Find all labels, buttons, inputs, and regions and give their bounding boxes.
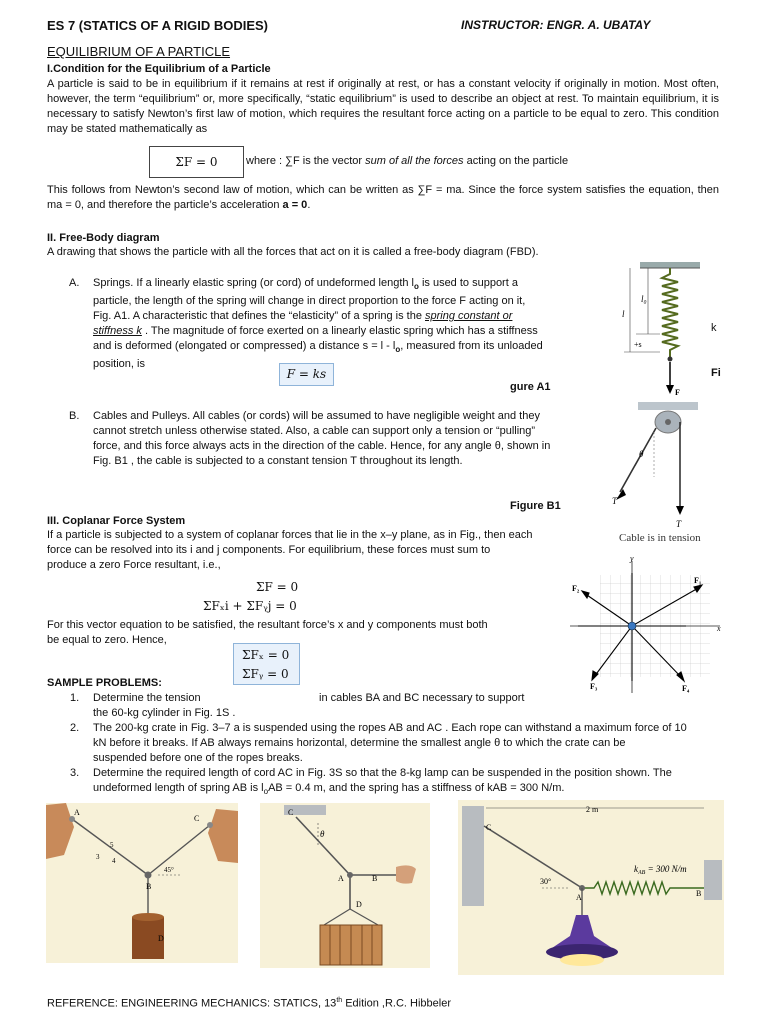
sample-heading: SAMPLE PROBLEMS:: [47, 677, 162, 689]
figure-b1-caption: Figure B1: [510, 500, 561, 512]
section3-text: If a particle is subjected to a system of coplanar forces that lie in the x–y plane, as in Fig., then each force can be resolved into its i and j components. For equilibrium, these forces must sum to produce a zero Force resultant, i.e.,: [47, 529, 533, 571]
p3-dist-label: 2 m: [586, 805, 599, 814]
section1-heading: I.Condition for the Equilibrium of a Particle: [47, 63, 271, 75]
fbd-F3-label: F₃: [590, 682, 598, 691]
problem2-num: 2.: [70, 722, 80, 734]
section2-paragraph: A drawing that shows the particle with all the forces that act on it is called a free-body diagram (FBD).: [47, 246, 539, 258]
problem1-a: Determine the tension: [93, 692, 201, 704]
equilibrium-equation: ΣF = 0: [149, 146, 244, 178]
page-title: EQUILIBRIUM OF A PARTICLE: [47, 44, 231, 59]
figure-a1-fi: Fi: [711, 367, 721, 379]
section3-text2: For this vector equation to be satisfied, the resultant force’s x and y components must both be equal to zero. Hence,: [47, 619, 488, 646]
p1-A-label: A: [74, 808, 80, 817]
problem3-text: Determine the required length of cord AC in Fig. 3S so that the 8-kg lamp can be suspended in the position shown. The undeformed length of spring AB is $l_oAB = 0.4$ m, and the spring has a stiffness of kAB = 300 N/m.: [93, 767, 672, 797]
problem1-c: the 60-kg cylinder in Fig. 1S .: [93, 707, 236, 719]
spring-l-label: l: [622, 309, 625, 319]
problem1-figure: [46, 803, 238, 963]
section1-paragraph: A particle is said to be in equilibrium if it remains at rest if originally at rest, or has a constant velocity if originally in motion. Most often, however, the term “equilibrium” or, more specifically, “static equilibrium” is used to describe an object at rest. To maintain equilibrium, it is necessary to satisfy Newton’s first law of motion, which requires the resultant force acting on a particle to be equal to zero. This condition may be stated mathematically as: [47, 78, 719, 135]
problem3-num: 3.: [70, 767, 80, 779]
k-label: k: [711, 322, 717, 334]
spring-equation: F = ks: [279, 363, 334, 386]
p1-angle-label: 45°: [164, 866, 174, 874]
figure-b1-cable: [592, 402, 728, 544]
p3-angle-label: 30°: [540, 877, 552, 886]
p2-D-label: D: [356, 900, 362, 909]
section3-heading: III. Coplanar Force System: [47, 515, 186, 527]
pulley-theta-label: θ: [639, 449, 644, 459]
p1-D-label: D: [158, 934, 164, 943]
problem2-figure: [260, 803, 430, 968]
p2-C-label: C: [288, 808, 294, 817]
pulley-T1-label: T: [612, 496, 618, 506]
p2-B-label: B: [372, 874, 378, 883]
p2-theta-label: θ: [320, 829, 325, 839]
p1-5-label: 5: [110, 841, 114, 849]
spring-F-label: F: [675, 388, 680, 397]
figure-a1-caption: gure A1: [510, 381, 551, 393]
itemB-text: Cables and Pulleys. All cables (or cords) will be assumed to have negligible weight and they cannot stretch unless otherwise stated. Also, a cable can support only a tension or “pulling” force, and this force always acts in the direction of the cable. Hence, for any angle θ, shown in Fig. B1 , the cable is subjected to a constant tension T throughout its length.: [93, 410, 551, 467]
p3-k-label: $k_{AB} = 300$ N/m: [634, 864, 687, 876]
p1-3-label: 3: [96, 853, 100, 861]
figure-a1-spring: [600, 262, 710, 400]
problem1-b: in cables BA and BC necessary to support: [319, 692, 525, 704]
fbd-F1-label: F₁: [694, 576, 702, 585]
problem3-figure: [458, 800, 724, 975]
where-text: where : ∑F is the vector sum of all the forces acting on the particle: [246, 155, 569, 167]
reference-footer: REFERENCE: ENGINEERING MECHANICS: STATICS, 13th Edition ,R.C. Hibbeler: [47, 997, 451, 1010]
p1-B-label: B: [146, 882, 152, 891]
section2-heading: II. Free-Body diagram: [47, 232, 160, 244]
coplanar-force-diagram: [560, 553, 728, 695]
instructor: INSTRUCTOR: ENGR. A. UBATAY: [461, 18, 651, 32]
spring-s-label: +s: [634, 340, 642, 349]
pulley-T2-label: T: [676, 519, 682, 529]
vector-equation-2: ΣFₓi + ΣFᵧj = 0: [203, 599, 297, 613]
p1-4-label: 4: [112, 857, 116, 865]
fbd-y-label: y: [630, 554, 634, 563]
p3-C-label: C: [486, 823, 492, 832]
fbd-F2-label: F₂: [572, 584, 580, 593]
spring-lo-label: l₀: [641, 294, 647, 304]
component-equations: ΣFₓ = 0 ΣFᵧ = 0: [233, 643, 300, 685]
p3-B-label: B: [696, 889, 702, 898]
section1-paragraph2: This follows from Newton’s second law of motion, which can be written as ∑F = ma. Since the force system satisfies the equation, then ma = 0, and therefore the particle’s acceleration a = 0.: [47, 184, 719, 211]
fbd-F4-label: F₄: [682, 684, 690, 693]
itemB-label: B.: [69, 410, 80, 422]
course-title: ES 7 (STATICS OF A RIGID BODIES): [47, 18, 269, 33]
problem2-text: The 200-kg crate in Fig. 3–7 a is suspended using the ropes AB and AC . Each rope can withstand a maximum force of 10 kN before it breaks. If AB always remains horizontal, determine the smallest angle θ to which the crate can be suspended before one of the ropes breaks.: [93, 722, 687, 764]
pulley-caption: Cable is in tension: [619, 532, 701, 544]
itemA-text: Springs. If a linearly elastic spring (or cord) of undeformed length $l_o$ is used to support a particle, the length of the spring will change in direct proportion to the force F acting on it, Fig. A1. A characteristic that defines the “elasticity” of a spring is the spring constant or stiffness k . The magnitude of force exerted on a linearly elastic spring which has a stiffness and is deformed (elongated or compressed) a distance $s = l - l_o$, measured from its unloaded position, is: [93, 277, 543, 371]
p1-C-label: C: [194, 814, 200, 823]
problem1-num: 1.: [70, 692, 80, 704]
p3-A-label: A: [576, 893, 582, 902]
fbd-x-label: x: [717, 624, 721, 633]
itemA-label: A.: [69, 277, 80, 289]
vector-equation-1: ΣF = 0: [256, 580, 299, 594]
p2-A-label: A: [338, 874, 344, 883]
